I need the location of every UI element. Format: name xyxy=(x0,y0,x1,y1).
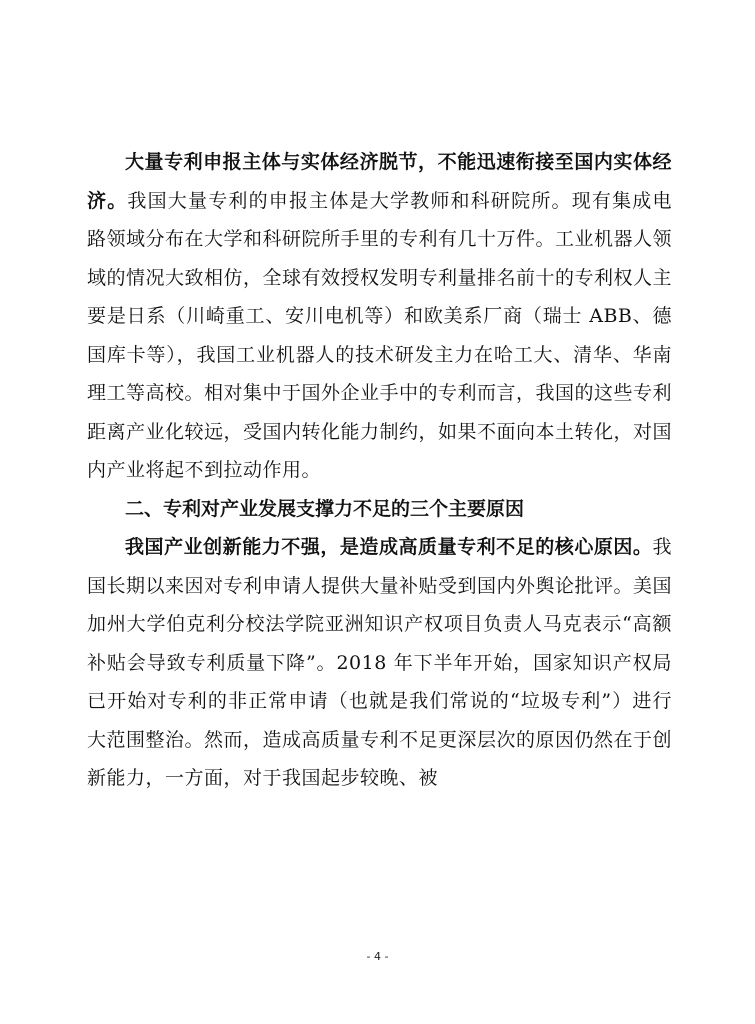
paragraph-2-body: 我国长期以来因对专利申请人提供大量补贴受到国内外舆论批评。美国加州大学伯克利分校法学院亚洲知识产权项目负责人马克表示“高额补贴会导致专利质量下降”。2018 年下半年开始，国家知识产权局已开始对专利的非正常申请（也就是我们常说的“垃圾专利”）进行大范围整治。然而，造成高质量专利不足更深层次的原因仍然在于创新能力，一方面，对于我国起步较晚、被 xyxy=(87,536,673,789)
page-number: - 4 - xyxy=(366,950,389,963)
paragraph-2 xyxy=(87,528,672,798)
paragraph-1 xyxy=(87,143,672,490)
section-heading: 二、专利对产业发展支撑力不足的三个主要原因 xyxy=(125,497,525,520)
document-body xyxy=(87,143,672,798)
paragraph-2-lead: 我国产业创新能力不强，是造成高质量专利不足的核心原因。 xyxy=(125,536,653,558)
paragraph-1-lead: 大量专利申报主体与实体经济脱节，不能迅速衔接至国内实体经济。 xyxy=(87,151,672,212)
paragraph-1-body: 我国大量专利的申报主体是大学教师和科研院所。现有集成电路领域分布在大学和科研院所手里的专利有几十万件。工业机器人领域的情况大致相仿，全球有效授权发明专利量排名前十的专利权人主要是日系（川崎重工、安川电机等）和欧美系厂商（瑞士 ABB、德国库卡等），我国工业机器人的技术研发主力在哈工大、清华、华南理工等高校。相对集中于国外企业手中的专利而言，我国的这些专利距离产业化较远，受国内转化能力制约，如果不面向本土转化，对国内产业将起不到拉动作用。 xyxy=(87,189,673,481)
